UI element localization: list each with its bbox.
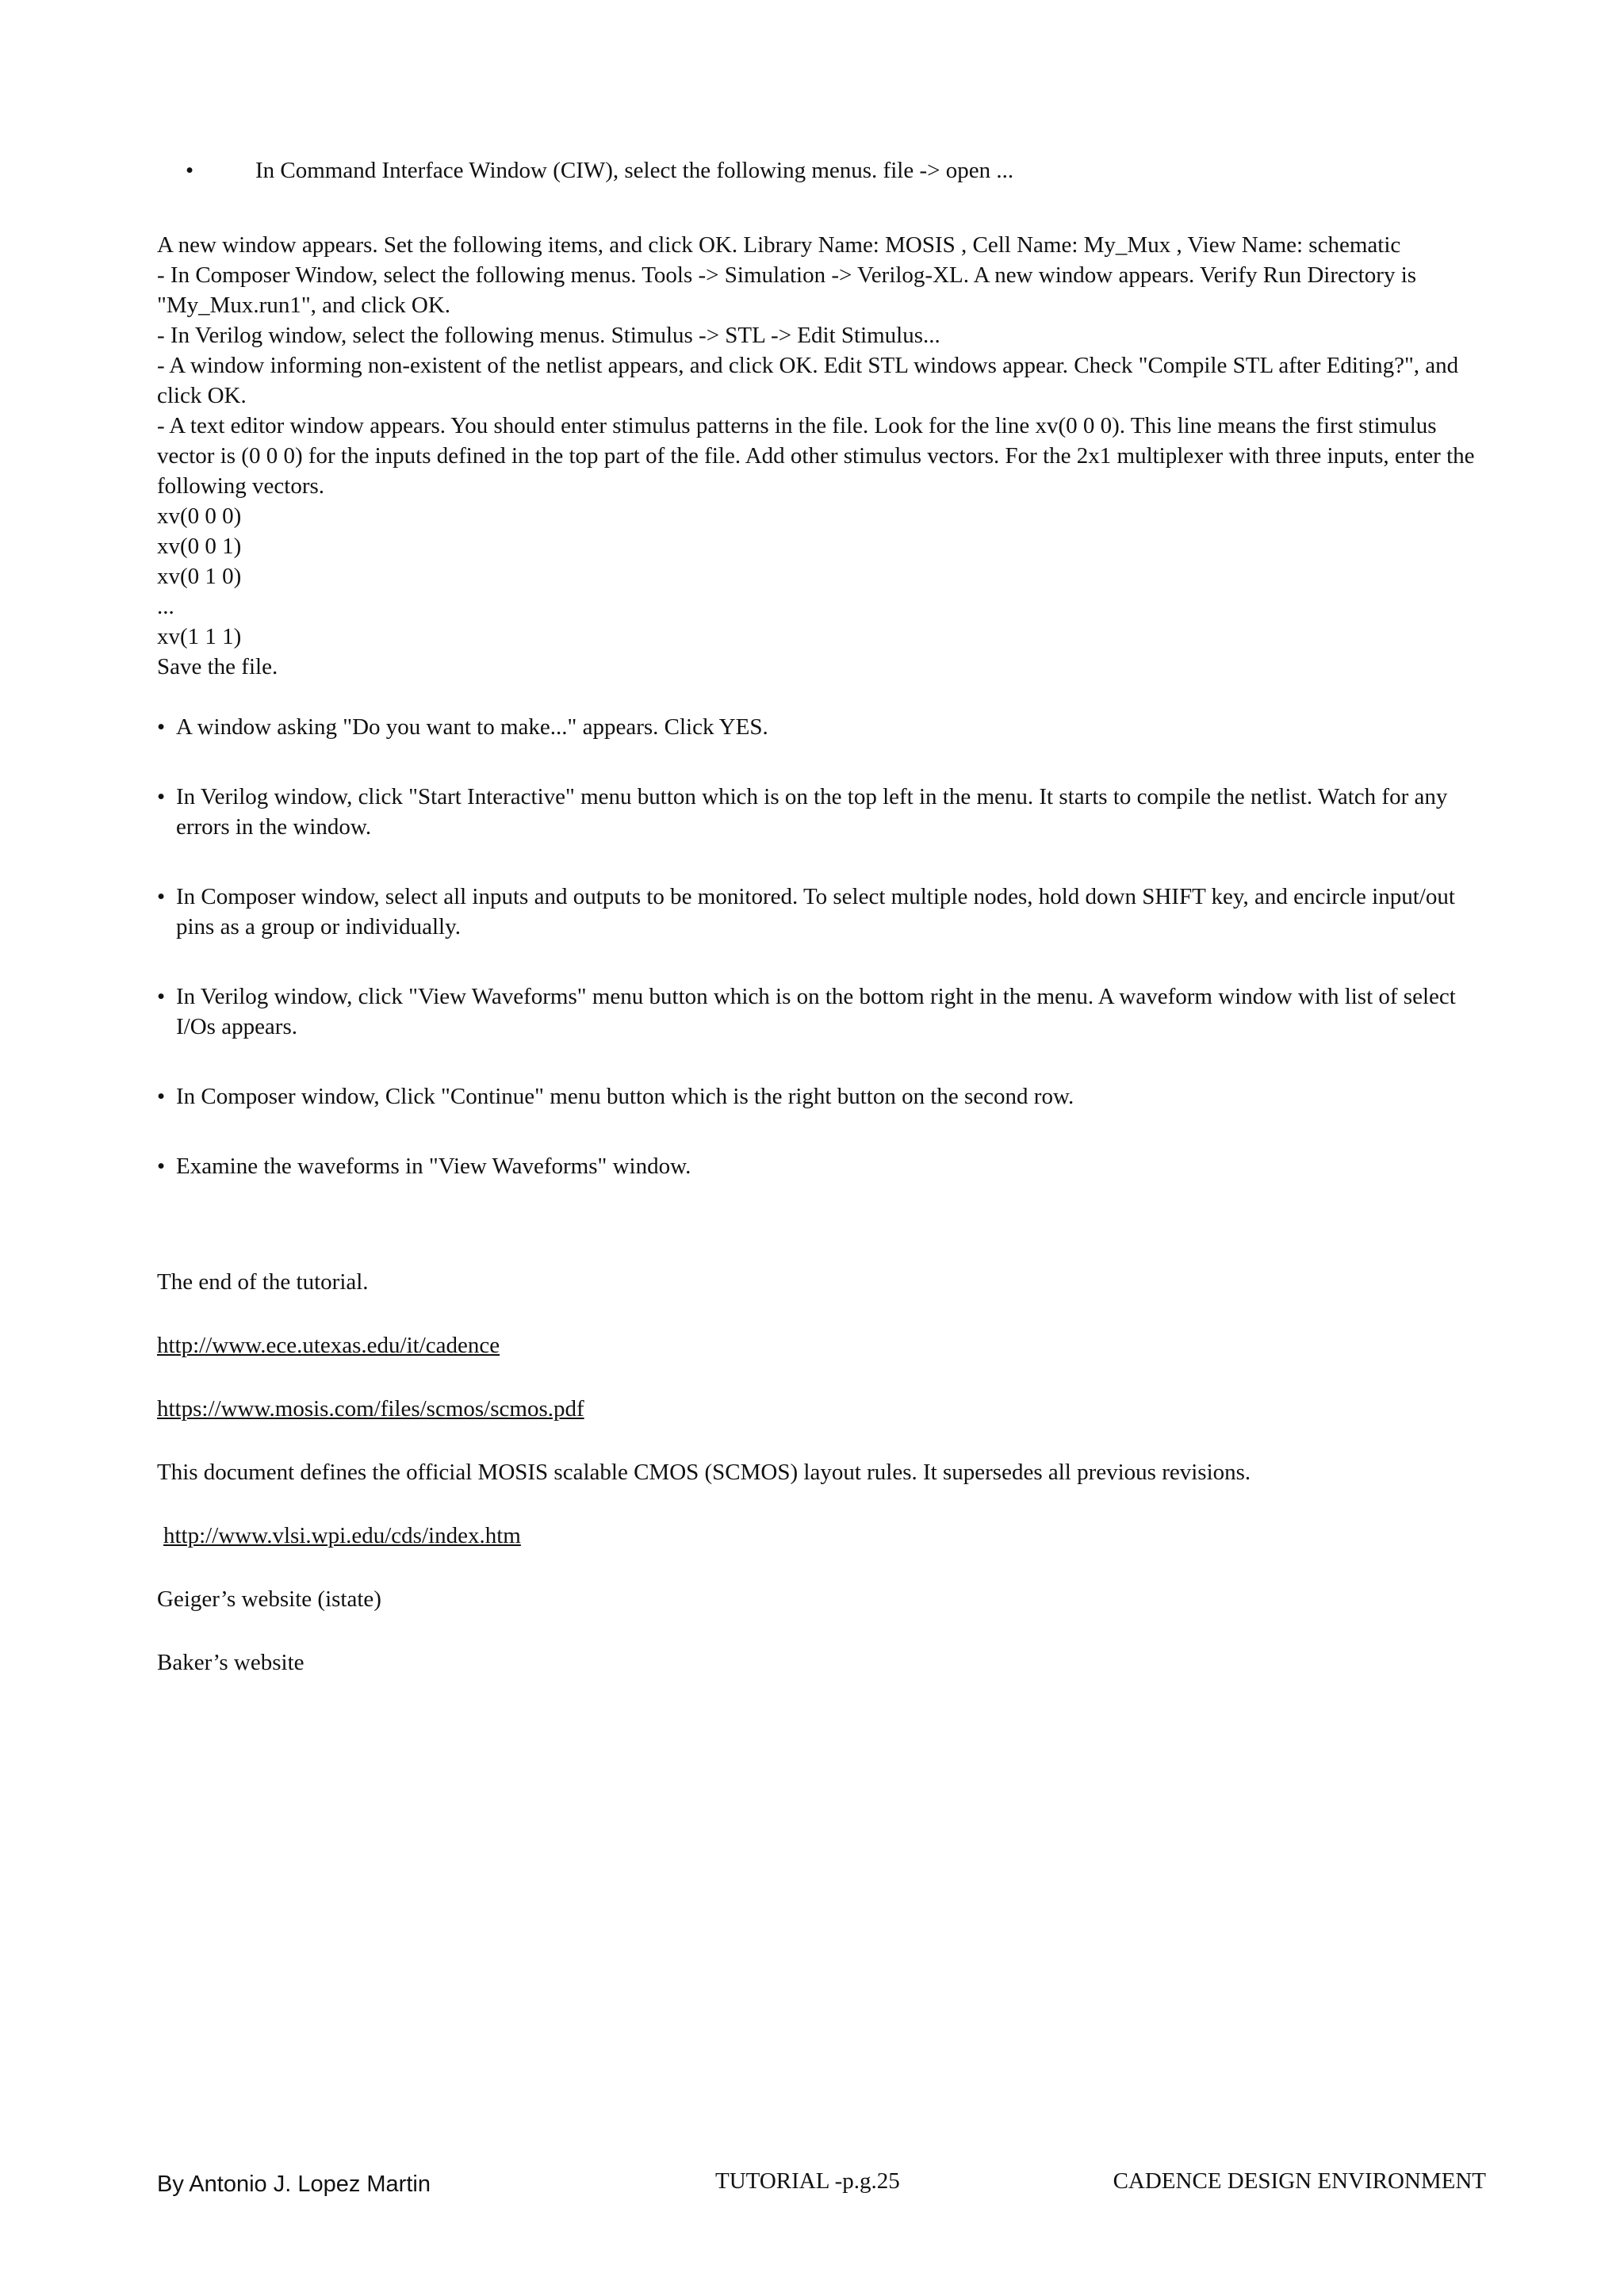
footer-author: By Antonio J. Lopez Martin	[157, 2172, 431, 2197]
bullet-dot: •	[157, 884, 166, 909]
list-item	[157, 782, 1489, 842]
step-5: - A text editor window appears. You should enter stimulus patterns in the file. Look for the line xv(0 0 0). This line means the first stimulus vector is (0 0 0) for the inputs defined in the top part of the file. Add other stimulus vectors. For the 2x1 multiplexer with three inputs, enter the following vectors.	[157, 413, 1475, 499]
bullet-dot: •	[157, 984, 166, 1009]
wpi-cds-link[interactable]: http://www.vlsi.wpi.edu/cds/index.htm	[163, 1523, 521, 1548]
footer-page-number: TUTORIAL -p.g.25	[715, 2168, 900, 2194]
steps-block	[157, 230, 1489, 682]
list-item	[157, 1151, 1489, 1181]
intro-bullet	[157, 155, 1489, 186]
list-item-text: A window asking "Do you want to make..." appears. Click YES.	[176, 714, 768, 740]
instruction-bullets	[157, 712, 1489, 1181]
vector-last: xv(1 1 1)	[157, 624, 242, 649]
step-2: - In Composer Window, select the following menus. Tools -> Simulation -> Verilog-XL. A new window appears. Verify Run Directory is "My_Mux.run1", and click OK.	[157, 262, 1417, 318]
list-item	[157, 882, 1489, 942]
step-4: - A window informing non-existent of the netlist appears, and click OK. Edit STL windows appear. Check "Compile STL after Editing?", and click OK.	[157, 353, 1459, 408]
end-text: The end of the tutorial.	[157, 1269, 369, 1295]
bullet-dot: •	[157, 714, 166, 740]
bullet-dot: •	[157, 784, 166, 809]
step-1: A new window appears. Set the following items, and click OK. Library Name: MOSIS , Cell Name: My_Mux , View Name: schematic	[157, 232, 1401, 258]
list-item-text: Examine the waveforms in "View Waveforms" window.	[176, 1154, 691, 1179]
vector-2: xv(0 0 1)	[157, 534, 242, 559]
footer-title: CADENCE DESIGN ENVIRONMENT	[1113, 2168, 1486, 2194]
list-item-text: In Composer window, select all inputs and outputs to be monitored. To select multiple nodes, hold down SHIFT key, and encircle input/out pins as a group or individually.	[176, 884, 1455, 939]
save-line: Save the file.	[157, 654, 278, 679]
utexas-cadence-link[interactable]: http://www.ece.utexas.edu/it/cadence	[157, 1333, 500, 1358]
spacer	[157, 1221, 1489, 1267]
step-3: - In Verilog window, select the following menus. Stimulus -> STL -> Edit Stimulus...	[157, 323, 940, 348]
list-item-text: In Verilog window, click "Start Interactive" menu button which is on the top left in the menu. It starts to compile the netlist. Watch for any errors in the window.	[176, 784, 1448, 840]
reference-2	[157, 1394, 1489, 1424]
vector-1: xv(0 0 0)	[157, 503, 242, 529]
list-item-text: In Verilog window, click "View Waveforms" menu button which is on the bottom right in the menu. A waveform window with list of select I/Os appears.	[176, 984, 1456, 1039]
bullet-dot: •	[186, 158, 194, 183]
list-item	[157, 1081, 1489, 1112]
vector-3: xv(0 1 0)	[157, 564, 242, 589]
bullet-dot: •	[157, 1084, 166, 1109]
baker-website: Baker’s website	[157, 1650, 304, 1675]
document-body	[157, 155, 1489, 1711]
list-item	[157, 982, 1489, 1042]
intro-bullet-text: In Command Interface Window (CIW), select the following menus. file -> open ...	[255, 158, 1014, 183]
reference-3	[157, 1521, 1489, 1551]
geiger-website: Geiger’s website (istate)	[157, 1586, 381, 1612]
vector-ellipsis: ...	[157, 594, 174, 619]
reference-1	[157, 1330, 1489, 1360]
mosis-scmos-link[interactable]: https://www.mosis.com/files/scmos/scmos.pdf	[157, 1396, 584, 1422]
list-item	[157, 712, 1489, 742]
page-footer	[157, 2169, 1486, 2201]
mosis-description: This document defines the official MOSIS scalable CMOS (SCMOS) layout rules. It supersedes all previous revisions.	[157, 1460, 1251, 1485]
list-item-text: In Composer window, Click "Continue" menu button which is the right button on the second row.	[176, 1084, 1074, 1109]
bullet-dot: •	[157, 1154, 166, 1179]
